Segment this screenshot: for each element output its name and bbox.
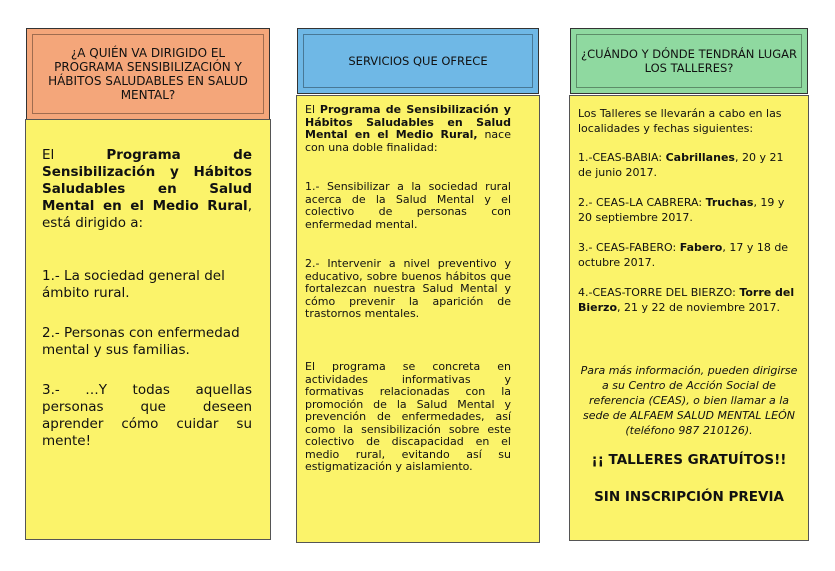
- schedule-title: ¿CUÁNDO Y DÓNDE TENDRÁN LUGAR LOS TALLERES?: [581, 47, 797, 75]
- audience-item-3: 3.- …Y todas aquellas personas que deseen aprender cómo cuidar su mente!: [42, 382, 252, 449]
- contact-info: Para más información, pueden dirigirse a su Centro de Acción Social de referencia (CEAS), o bien llamar a la sede de ALFAEM SALUD MENTAL LEÓN (teléfono 987 210126).: [580, 364, 798, 437]
- target-audience-intro: El Programa de Sensibilización y Hábitos Saludables en Salud Mental en el Medio Rural, está dirigido a:: [42, 147, 252, 231]
- free-workshops-notice: ¡¡ TALLERES GRATUÍTOS!!: [591, 452, 787, 468]
- service-item-1: 1.- Sensibilizar a la sociedad rural acerca de la Salud Mental y el colectivo de personas con enfermedad mental.: [305, 180, 511, 231]
- service-item-2: 2.- Intervenir a nivel preventivo y educativo, sobre buenos hábitos que fortalezcan nuestra Salud Mental y cómo prevenir la aparición de trastornos mentales.: [305, 257, 511, 320]
- no-registration-notice: SIN INSCRIPCIÓN PREVIA: [594, 489, 784, 505]
- schedule-item: 2.- CEAS-LA CABRERA: Truchas, 19 y 20 septiembre 2017.: [578, 196, 785, 224]
- services-closing: El programa se concreta en actividades informativas y formativas relacionadas con la promoción de la Salud Mental y prevención de enfermedades, así como la sensibilización sobre este colectivo de discapacidad en el medio rural, evitando así su estigmatización y aislamiento.: [305, 360, 511, 473]
- services-header: [297, 28, 539, 94]
- target-audience-title: ¿A QUIÉN VA DIRIGIDO EL PROGRAMA SENSIBILIZACIÓN Y HÁBITOS SALUDABLES EN SALUD MENTAL?: [48, 46, 248, 102]
- audience-item-1: 1.- La sociedad general del ámbito rural.: [42, 268, 225, 301]
- schedule-item: 3.- CEAS-FABERO: Fabero, 17 y 18 de octubre 2017.: [578, 241, 789, 269]
- program-name: Programa de Sensibilización y Hábitos Saludables en Salud Mental en el Medio Rural: [42, 147, 252, 214]
- schedule-item: 1.-CEAS-BABIA: Cabrillanes, 20 y 21 de junio 2017.: [578, 151, 784, 179]
- services-intro: El Programa de Sensibilización y Hábitos Saludables en Salud Mental en el Medio Rural, nace con una doble finalidad:: [305, 103, 511, 154]
- schedule-header: [570, 28, 808, 94]
- services-title: SERVICIOS QUE OFRECE: [348, 54, 488, 68]
- target-audience-header: [26, 28, 270, 120]
- audience-item-2: 2.- Personas con enfermedad mental y sus familias.: [42, 325, 240, 358]
- schedule-item: 4.-CEAS-TORRE DEL BIERZO: Torre del Bierzo, 21 y 22 de noviembre 2017.: [578, 286, 795, 314]
- program-name: Programa de Sensibilización y Hábitos Saludables en Salud Mental en el Medio Rural,: [305, 103, 511, 141]
- schedule-intro: Los Talleres se llevarán a cabo en las localidades y fechas siguientes:: [578, 107, 782, 135]
